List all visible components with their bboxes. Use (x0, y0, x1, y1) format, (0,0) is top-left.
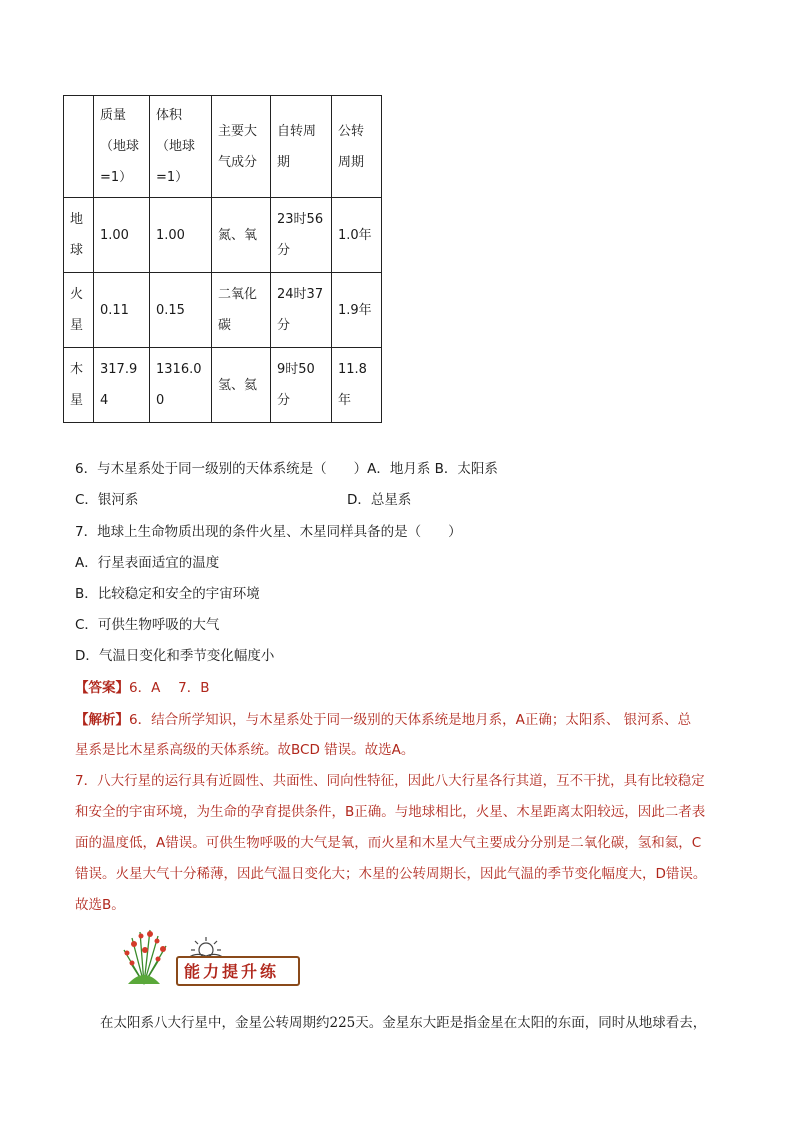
flower-plant-icon (114, 926, 184, 988)
analysis-text: 6．结合所学知识，与木星系处于同一级别的天体系统是地月系，A正确；太阳系、 银河系、总 (129, 712, 692, 728)
table-row (64, 348, 382, 423)
question-7-stem: 7．地球上生命物质出现的条件火星、木星同样具备的是（ ） (75, 524, 462, 540)
table-cell: 0.11 (94, 273, 150, 348)
analysis-label: 【解析】 (75, 712, 129, 728)
header-mass: 质量（地球=1） (94, 96, 150, 198)
sun-cloud-icon (186, 936, 226, 958)
table-cell: 1.9年 (332, 273, 382, 348)
table-cell: 氢、氦 (212, 348, 271, 423)
question-7-option-c: C．可供生物呼吸的大气 (75, 617, 220, 633)
table-cell: 1.00 (150, 198, 212, 273)
analysis-line: 星系是比木星系高级的天体系统。故BCD 错误。故选A。 (75, 742, 415, 758)
question-6-option-c: C．银河系 (75, 492, 139, 508)
header-rotation: 自转周期 (271, 96, 332, 198)
table-header-row (64, 96, 382, 198)
answer-text: 6．A 7．B (129, 680, 210, 696)
planet-name: 地球 (64, 198, 94, 273)
table-cell: 11.8年 (332, 348, 382, 423)
table-cell: 23时56分 (271, 198, 332, 273)
planet-name: 木星 (64, 348, 94, 423)
answer-line (75, 676, 209, 696)
analysis-line: 故选B。 (75, 897, 125, 913)
table-cell: 1.00 (94, 198, 150, 273)
table-cell: 24时37分 (271, 273, 332, 348)
table-cell: 0.15 (150, 273, 212, 348)
question-7-option-a: A．行星表面适宜的温度 (75, 555, 220, 571)
analysis-line: 和安全的宇宙环境，为生命的孕育提供条件，B正确。与地球相比，火星、木星距离太阳较远，因此二者表 (75, 804, 706, 820)
header-volume: 体积（地球=1） (150, 96, 212, 198)
header-revolution: 公转周期 (332, 96, 382, 198)
question-7-option-d: D．气温日变化和季节变化幅度小 (75, 648, 275, 664)
table-cell: 二氧化碳 (212, 273, 271, 348)
planet-comparison-table (63, 95, 382, 423)
analysis-line: 面的温度低，A错误。可供生物呼吸的大气是氧，而火星和木星大气主要成分分别是二氧化碳，氢和氦，C (75, 835, 702, 851)
question-6-option-d: D．总星系 (347, 492, 412, 508)
table-row (64, 198, 382, 273)
header-atmosphere: 主要大气成分 (212, 96, 271, 198)
analysis-line: 错误。火星大气十分稀薄，因此气温日变化大；木星的公转周期长，因此气温的季节变化幅度大，D错误。 (75, 866, 707, 882)
planet-name: 火星 (64, 273, 94, 348)
header-cell (64, 96, 94, 198)
table-cell: 317.94 (94, 348, 150, 423)
table-row (64, 273, 382, 348)
section-badge (114, 926, 300, 988)
analysis-line (75, 708, 691, 728)
table-cell: 1316.00 (150, 348, 212, 423)
answer-label: 【答案】 (75, 680, 129, 696)
question-7-option-b: B．比较稳定和安全的宇宙环境 (75, 586, 260, 602)
table-cell: 1.0年 (332, 198, 382, 273)
next-question-text: 在太阳系八大行星中，金星公转周期约225天。金星东大距是指金星在太阳的东面，同时从地球看去， (100, 1015, 707, 1031)
table-cell: 氮、氧 (212, 198, 271, 273)
question-6-stem: 6．与木星系处于同一级别的天体系统是（ ）A．地月系 B．太阳系 (75, 461, 498, 477)
analysis-line: 7．八大行星的运行具有近圆性、共面性、同向性特征，因此八大行星各行其道，互不干扰，具有比较稳定 (75, 773, 705, 789)
table-cell: 9时50分 (271, 348, 332, 423)
section-title: 能力提升练 (184, 962, 280, 981)
